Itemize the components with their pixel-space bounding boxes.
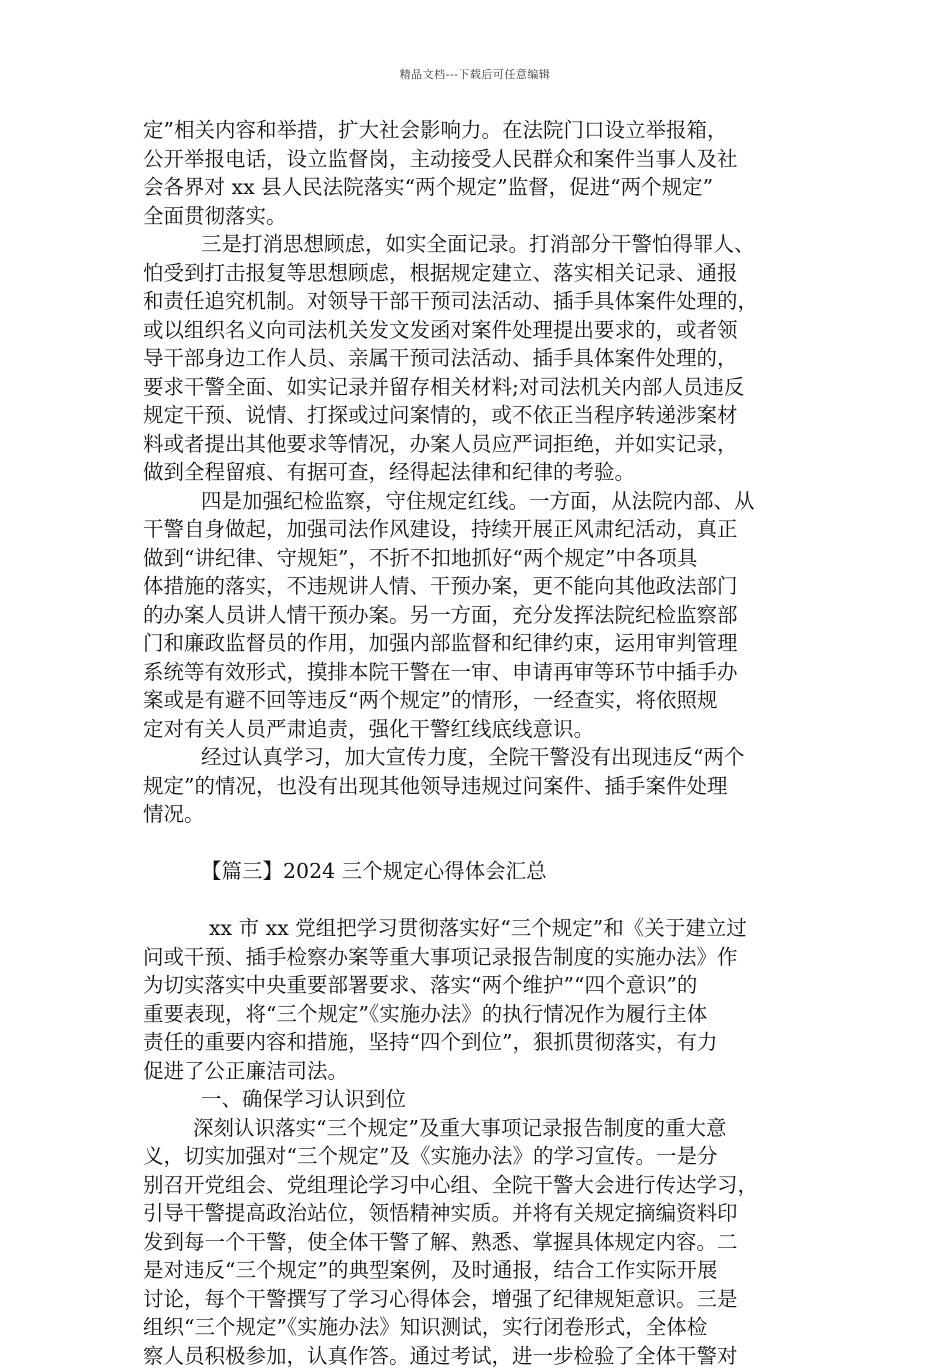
body-line: 三是打消思想顾虑，如实全面记录。打消部分干警怕得罪人、 — [143, 230, 811, 259]
body-line: 和责任追究机制。对领导干部干预司法活动、插手具体案件处理的， — [143, 287, 811, 316]
body-line: 深刻认识落实“三个规定”及重大事项记录报告制度的重大意 — [143, 1114, 811, 1143]
body-line: 组织“三个规定”《实施办法》知识测试，实行闭卷形式，全体检 — [143, 1313, 811, 1342]
body-line: 公开举报电话，设立监督岗，主动接受人民群众和案件当事人及社 — [143, 145, 811, 174]
body-line: 案或是有避不回等违反“两个规定”的情形，一经查实，将依照规 — [143, 686, 811, 715]
body-line: 干警自身做起，加强司法作风建设，持续开展正风肃纪活动，真正 — [143, 515, 811, 544]
body-line: 料或者提出其他要求等情况，办案人员应严词拒绝，并如实记录， — [143, 430, 811, 459]
body-line: 察人员积极参加，认真作答。通过考试，进一步检验了全体干警对 — [143, 1342, 811, 1370]
body-line: 问或干预、插手检察办案等重大事项记录报告制度的实施办法》作 — [143, 943, 811, 972]
body-line: 做到“讲纪律、守规矩”，不折不扣地抓好“两个规定”中各项具 — [143, 544, 811, 573]
body-line: 体措施的落实，不违规讲人情、干预办案，更不能向其他政法部门 — [143, 572, 811, 601]
body-line: 义，切实加强对“三个规定”及《实施办法》的学习宣传。一是分 — [143, 1142, 811, 1171]
document-body — [143, 116, 811, 1370]
body-line: 要求干警全面、如实记录并留存相关材料;对司法机关内部人员违反 — [143, 373, 811, 402]
body-line: xx 市 xx 党组把学习贯彻落实好“三个规定”和《关于建立过 — [143, 914, 811, 943]
body-line: 别召开党组会、党组理论学习中心组、全院干警大会进行传达学习， — [143, 1171, 811, 1200]
body-line: 系统等有效形式，摸排本院干警在一审、申请再审等环节中插手办 — [143, 658, 811, 687]
spacer — [143, 886, 811, 915]
body-line: 门和廉政监督员的作用，加强内部监督和纪律约束，运用审判管理 — [143, 629, 811, 658]
body-line: 定对有关人员严肃追责，强化干警红线底线意识。 — [143, 715, 811, 744]
body-line: 责任的重要内容和措施，坚持“四个到位”，狠抓贯彻落实，有力 — [143, 1028, 811, 1057]
body-line: 情况。 — [143, 800, 811, 829]
subheading: 一、确保学习认识到位 — [143, 1085, 811, 1114]
body-line: 怕受到打击报复等思想顾虑，根据规定建立、落实相关记录、通报 — [143, 259, 811, 288]
body-line: 全面贯彻落实。 — [143, 202, 811, 231]
body-line: 为切实落实中央重要部署要求、落实“两个维护”“四个意识”的 — [143, 971, 811, 1000]
body-line: 定”相关内容和举措，扩大社会影响力。在法院门口设立举报箱， — [143, 116, 811, 145]
body-line: 的办案人员讲人情干预办案。另一方面，充分发挥法院纪检监察部 — [143, 601, 811, 630]
body-line: 做到全程留痕、有据可查，经得起法律和纪律的考验。 — [143, 458, 811, 487]
body-line: 导干部身边工作人员、亲属干预司法活动、插手具体案件处理的， — [143, 344, 811, 373]
spacer — [143, 829, 811, 858]
body-line: 规定”的情况，也没有出现其他领导违规过问案件、插手案件处理 — [143, 772, 811, 801]
body-line: 或以组织名义向司法机关发文发函对案件处理提出要求的，或者领 — [143, 316, 811, 345]
body-line: 讨论，每个干警撰写了学习心得体会，增强了纪律规矩意识。三是 — [143, 1285, 811, 1314]
body-line: 发到每一个干警，使全体干警了解、熟悉、掌握具体规定内容。二 — [143, 1228, 811, 1257]
body-line: 引导干警提高政治站位，领悟精神实质。并将有关规定摘编资料印 — [143, 1199, 811, 1228]
body-line: 是对违反“三个规定”的典型案例，及时通报，结合工作实际开展 — [143, 1256, 811, 1285]
body-line: 会各界对 xx 县人民法院落实“两个规定”监督，促进“两个规定” — [143, 173, 811, 202]
page-header: 精品文档---下载后可任意编辑 — [0, 66, 950, 82]
body-line: 四是加强纪检监察，守住规定红线。一方面，从法院内部、从 — [143, 487, 811, 516]
body-line: 重要表现，将“三个规定”《实施办法》的执行情况作为履行主体 — [143, 1000, 811, 1029]
body-line: 促进了公正廉洁司法。 — [143, 1057, 811, 1086]
body-line: 规定干预、说情、打探或过问案情的，或不依正当程序转递涉案材 — [143, 401, 811, 430]
section-title: 【篇三】2024 三个规定心得体会汇总 — [143, 857, 811, 886]
body-line: 经过认真学习，加大宣传力度，全院干警没有出现违反“两个 — [143, 743, 811, 772]
